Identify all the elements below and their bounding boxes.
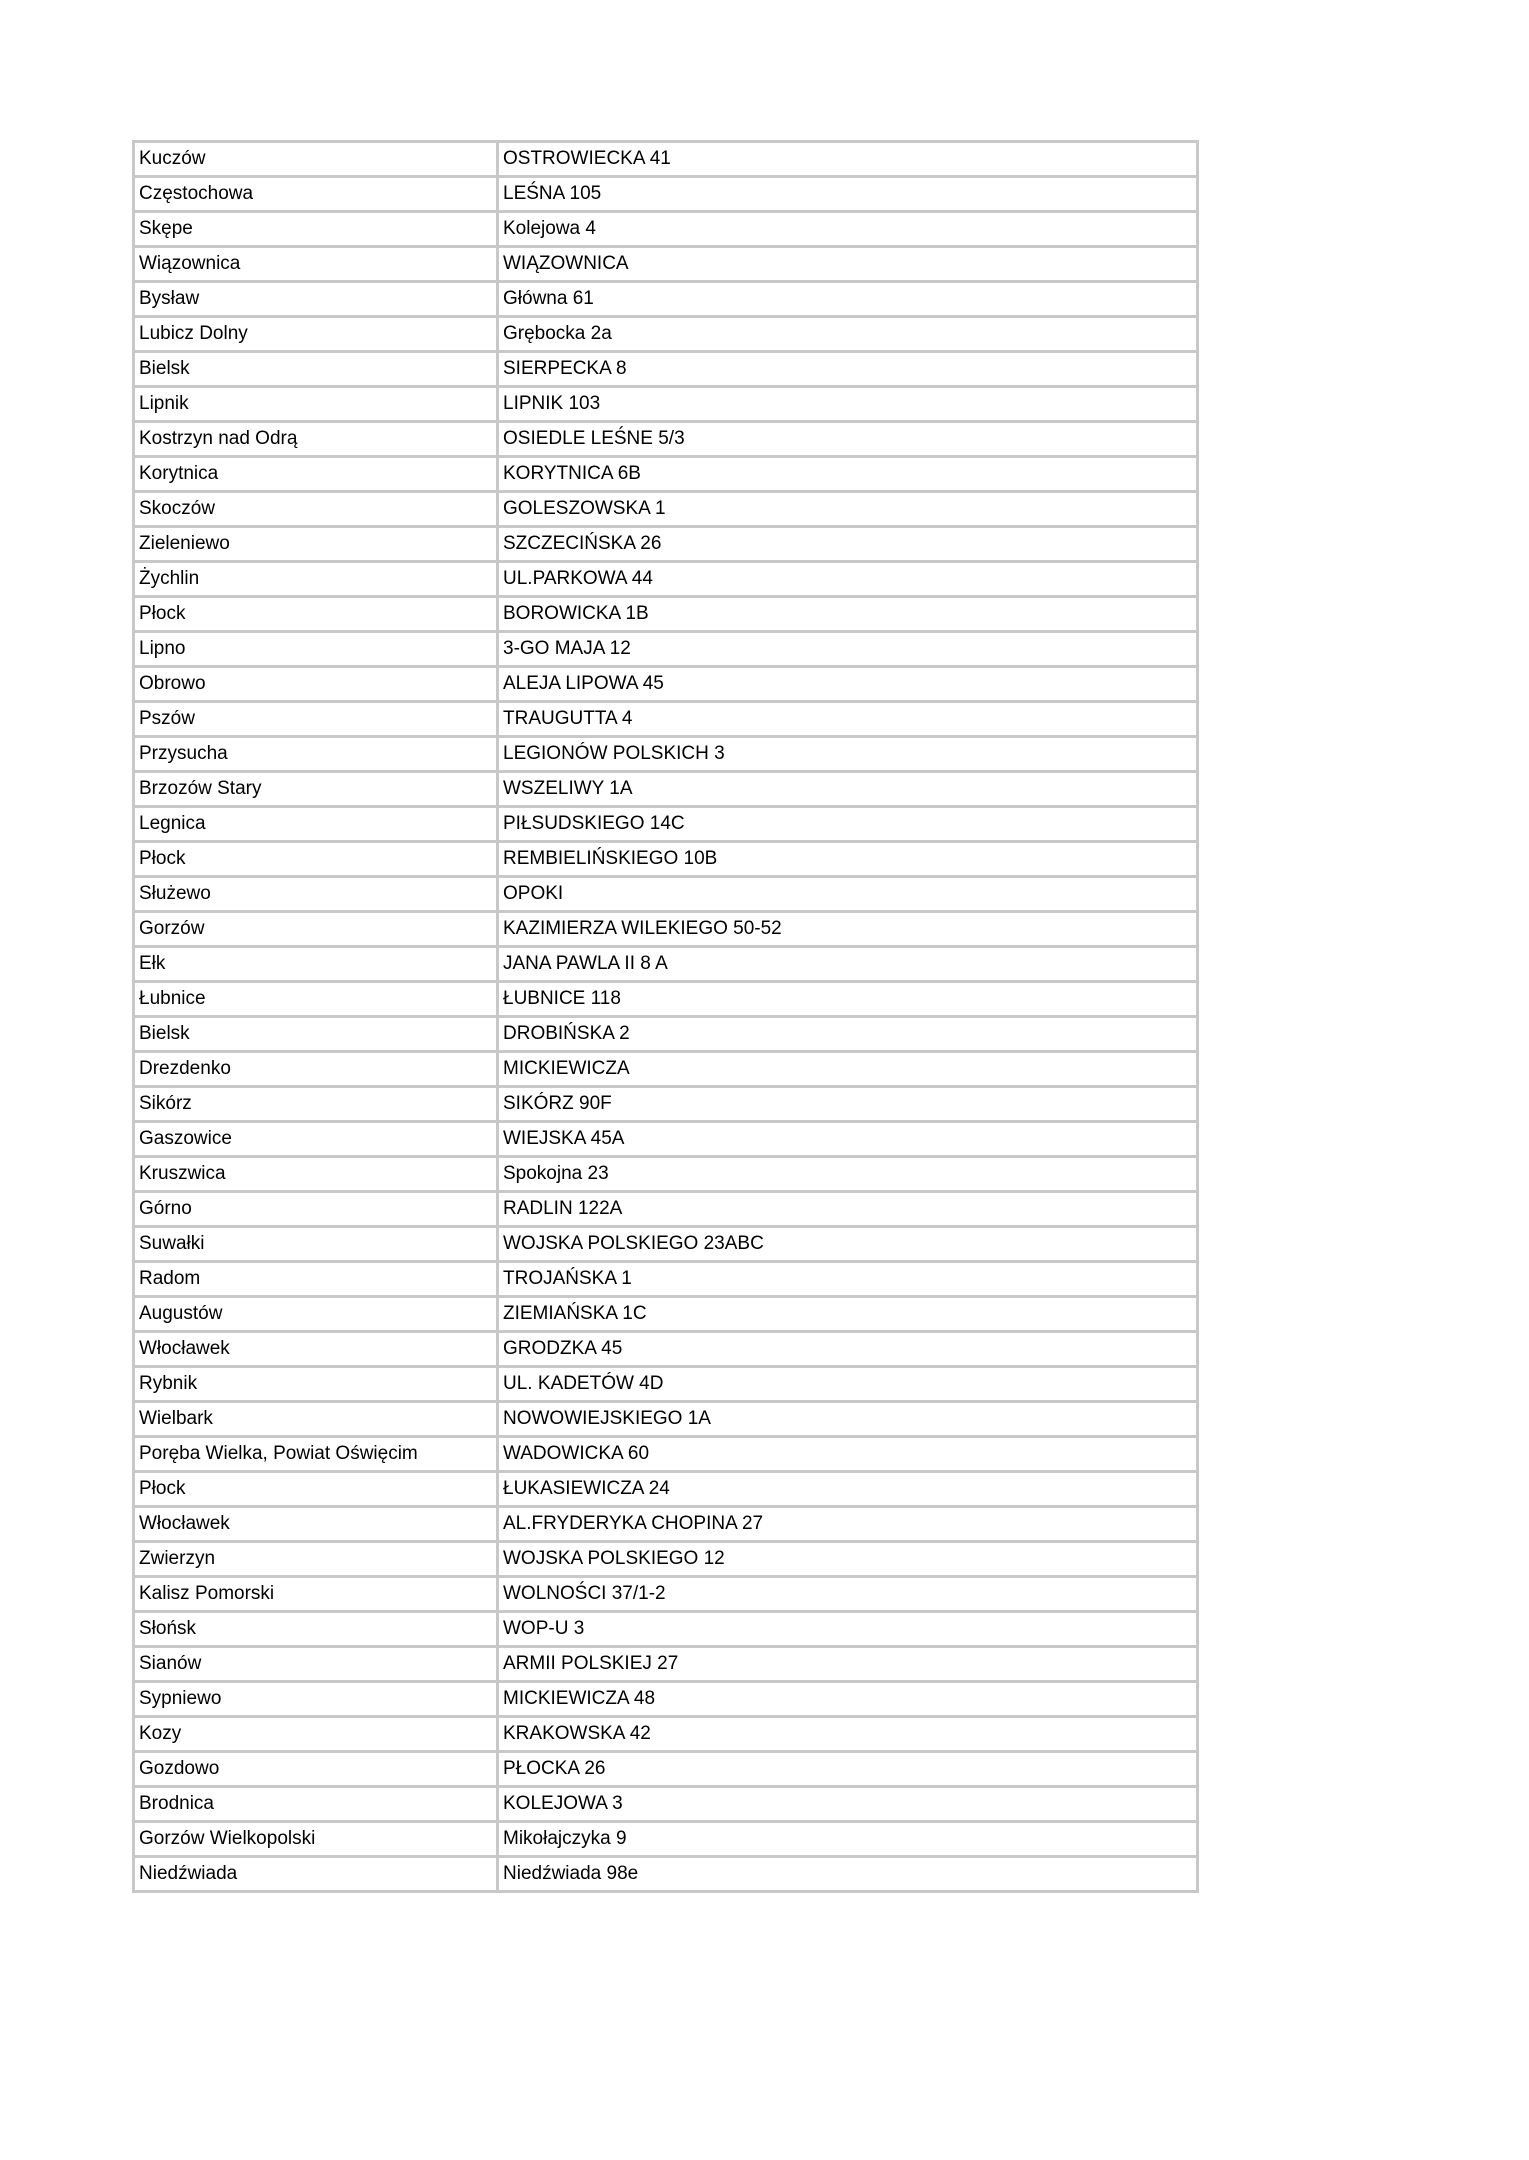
- address-cell: JANA PAWLA II 8 A: [498, 947, 1198, 982]
- city-cell: Sianów: [134, 1647, 498, 1682]
- city-cell: Płock: [134, 597, 498, 632]
- address-cell: Główna 61: [498, 282, 1198, 317]
- address-cell: Niedźwiada 98e: [498, 1857, 1198, 1892]
- city-cell: Gaszowice: [134, 1122, 498, 1157]
- table-row: [134, 1612, 1198, 1647]
- table-row: [134, 1017, 1198, 1052]
- table-row: [134, 352, 1198, 387]
- address-cell: RADLIN 122A: [498, 1192, 1198, 1227]
- table-row: [134, 1402, 1198, 1437]
- address-cell: BOROWICKA 1B: [498, 597, 1198, 632]
- city-cell: Bysław: [134, 282, 498, 317]
- table-row: [134, 562, 1198, 597]
- city-cell: Obrowo: [134, 667, 498, 702]
- table-row: [134, 1157, 1198, 1192]
- table-row: [134, 912, 1198, 947]
- table-row: [134, 1192, 1198, 1227]
- table-row: [134, 1787, 1198, 1822]
- address-cell: WIĄZOWNICA: [498, 247, 1198, 282]
- city-cell: Łubnice: [134, 982, 498, 1017]
- city-cell: Brodnica: [134, 1787, 498, 1822]
- city-cell: Płock: [134, 1472, 498, 1507]
- table-row: [134, 737, 1198, 772]
- city-cell: Suwałki: [134, 1227, 498, 1262]
- address-cell: KRAKOWSKA 42: [498, 1717, 1198, 1752]
- city-cell: Skępe: [134, 212, 498, 247]
- table-row: [134, 1857, 1198, 1892]
- address-cell: AL.FRYDERYKA CHOPINA 27: [498, 1507, 1198, 1542]
- table-row: [134, 1262, 1198, 1297]
- address-cell: WOLNOŚCI 37/1-2: [498, 1577, 1198, 1612]
- address-cell: WOP-U 3: [498, 1612, 1198, 1647]
- address-cell: NOWOWIEJSKIEGO 1A: [498, 1402, 1198, 1437]
- address-cell: WIEJSKA 45A: [498, 1122, 1198, 1157]
- address-cell: OSIEDLE LEŚNE 5/3: [498, 422, 1198, 457]
- address-cell: ZIEMIAŃSKA 1C: [498, 1297, 1198, 1332]
- city-cell: Przysucha: [134, 737, 498, 772]
- address-cell: TROJAŃSKA 1: [498, 1262, 1198, 1297]
- table-row: [134, 1297, 1198, 1332]
- city-cell: Gorzów: [134, 912, 498, 947]
- table-row: [134, 667, 1198, 702]
- city-cell: Kruszwica: [134, 1157, 498, 1192]
- address-cell: OPOKI: [498, 877, 1198, 912]
- address-cell: WSZELIWY 1A: [498, 772, 1198, 807]
- city-cell: Włocławek: [134, 1507, 498, 1542]
- city-cell: Wiązownica: [134, 247, 498, 282]
- city-cell: Zieleniewo: [134, 527, 498, 562]
- table-row: [134, 1332, 1198, 1367]
- table-row: [134, 877, 1198, 912]
- address-cell: Spokojna 23: [498, 1157, 1198, 1192]
- city-cell: Ełk: [134, 947, 498, 982]
- city-cell: Sypniewo: [134, 1682, 498, 1717]
- address-cell: LIPNIK 103: [498, 387, 1198, 422]
- city-cell: Częstochowa: [134, 177, 498, 212]
- city-cell: Skoczów: [134, 492, 498, 527]
- address-cell: ŁUKASIEWICZA 24: [498, 1472, 1198, 1507]
- table-row: [134, 702, 1198, 737]
- table-row: [134, 1367, 1198, 1402]
- table-row: [134, 247, 1198, 282]
- address-cell: Mikołajczyka 9: [498, 1822, 1198, 1857]
- city-cell: Gozdowo: [134, 1752, 498, 1787]
- city-cell: Żychlin: [134, 562, 498, 597]
- city-cell: Kuczów: [134, 142, 498, 177]
- city-cell: Kostrzyn nad Odrą: [134, 422, 498, 457]
- address-table-body: [134, 142, 1198, 1892]
- table-row: [134, 1822, 1198, 1857]
- address-cell: UL. KADETÓW 4D: [498, 1367, 1198, 1402]
- address-cell: OSTROWIECKA 41: [498, 142, 1198, 177]
- city-cell: Pszów: [134, 702, 498, 737]
- table-row: [134, 1472, 1198, 1507]
- table-row: [134, 492, 1198, 527]
- city-cell: Augustów: [134, 1297, 498, 1332]
- table-row: [134, 1752, 1198, 1787]
- table-row: [134, 1717, 1198, 1752]
- city-cell: Korytnica: [134, 457, 498, 492]
- address-cell: MICKIEWICZA 48: [498, 1682, 1198, 1717]
- address-cell: WADOWICKA 60: [498, 1437, 1198, 1472]
- address-cell: ARMII POLSKIEJ 27: [498, 1647, 1198, 1682]
- table-row: [134, 457, 1198, 492]
- table-row: [134, 632, 1198, 667]
- table-row: [134, 212, 1198, 247]
- table-row: [134, 842, 1198, 877]
- city-cell: Sikórz: [134, 1087, 498, 1122]
- city-cell: Radom: [134, 1262, 498, 1297]
- table-row: [134, 947, 1198, 982]
- table-row: [134, 1122, 1198, 1157]
- table-row: [134, 1437, 1198, 1472]
- city-cell: Włocławek: [134, 1332, 498, 1367]
- table-row: [134, 317, 1198, 352]
- city-cell: Gorzów Wielkopolski: [134, 1822, 498, 1857]
- address-cell: ŁUBNICE 118: [498, 982, 1198, 1017]
- city-cell: Kalisz Pomorski: [134, 1577, 498, 1612]
- city-cell: Lipnik: [134, 387, 498, 422]
- city-cell: Zwierzyn: [134, 1542, 498, 1577]
- city-cell: Górno: [134, 1192, 498, 1227]
- address-cell: DROBIŃSKA 2: [498, 1017, 1198, 1052]
- city-cell: Służewo: [134, 877, 498, 912]
- address-cell: TRAUGUTTA 4: [498, 702, 1198, 737]
- table-row: [134, 527, 1198, 562]
- table-row: [134, 282, 1198, 317]
- city-cell: Kozy: [134, 1717, 498, 1752]
- table-row: [134, 1647, 1198, 1682]
- table-row: [134, 422, 1198, 457]
- address-cell: LEGIONÓW POLSKICH 3: [498, 737, 1198, 772]
- address-cell: KAZIMIERZA WILEKIEGO 50-52: [498, 912, 1198, 947]
- address-cell: ALEJA LIPOWA 45: [498, 667, 1198, 702]
- city-cell: Legnica: [134, 807, 498, 842]
- address-cell: Kolejowa 4: [498, 212, 1198, 247]
- address-cell: WOJSKA POLSKIEGO 23ABC: [498, 1227, 1198, 1262]
- city-cell: Niedźwiada: [134, 1857, 498, 1892]
- address-cell: SZCZECIŃSKA 26: [498, 527, 1198, 562]
- address-cell: GOLESZOWSKA 1: [498, 492, 1198, 527]
- address-cell: SIKÓRZ 90F: [498, 1087, 1198, 1122]
- table-row: [134, 1507, 1198, 1542]
- city-cell: Poręba Wielka, Powiat Oświęcim: [134, 1437, 498, 1472]
- table-row: [134, 1577, 1198, 1612]
- address-cell: PIŁSUDSKIEGO 14C: [498, 807, 1198, 842]
- address-cell: KOLEJOWA 3: [498, 1787, 1198, 1822]
- city-cell: Wielbark: [134, 1402, 498, 1437]
- table-row: [134, 387, 1198, 422]
- table-row: [134, 1087, 1198, 1122]
- address-cell: LEŚNA 105: [498, 177, 1198, 212]
- table-row: [134, 1052, 1198, 1087]
- city-cell: Drezdenko: [134, 1052, 498, 1087]
- address-cell: UL.PARKOWA 44: [498, 562, 1198, 597]
- address-cell: MICKIEWICZA: [498, 1052, 1198, 1087]
- city-cell: Płock: [134, 842, 498, 877]
- city-cell: Bielsk: [134, 1017, 498, 1052]
- table-row: [134, 1542, 1198, 1577]
- table-row: [134, 982, 1198, 1017]
- table-row: [134, 1227, 1198, 1262]
- table-row: [134, 772, 1198, 807]
- city-cell: Lipno: [134, 632, 498, 667]
- address-cell: REMBIELIŃSKIEGO 10B: [498, 842, 1198, 877]
- address-cell: PŁOCKA 26: [498, 1752, 1198, 1787]
- address-cell: GRODZKA 45: [498, 1332, 1198, 1367]
- city-cell: Brzozów Stary: [134, 772, 498, 807]
- table-row: [134, 807, 1198, 842]
- city-cell: Rybnik: [134, 1367, 498, 1402]
- table-row: [134, 142, 1198, 177]
- city-cell: Słońsk: [134, 1612, 498, 1647]
- address-table: [132, 140, 1199, 1893]
- address-cell: WOJSKA POLSKIEGO 12: [498, 1542, 1198, 1577]
- table-row: [134, 177, 1198, 212]
- city-cell: Bielsk: [134, 352, 498, 387]
- address-cell: 3-GO MAJA 12: [498, 632, 1198, 667]
- address-cell: KORYTNICA 6B: [498, 457, 1198, 492]
- table-row: [134, 1682, 1198, 1717]
- address-cell: SIERPECKA 8: [498, 352, 1198, 387]
- table-row: [134, 597, 1198, 632]
- address-cell: Grębocka 2a: [498, 317, 1198, 352]
- city-cell: Lubicz Dolny: [134, 317, 498, 352]
